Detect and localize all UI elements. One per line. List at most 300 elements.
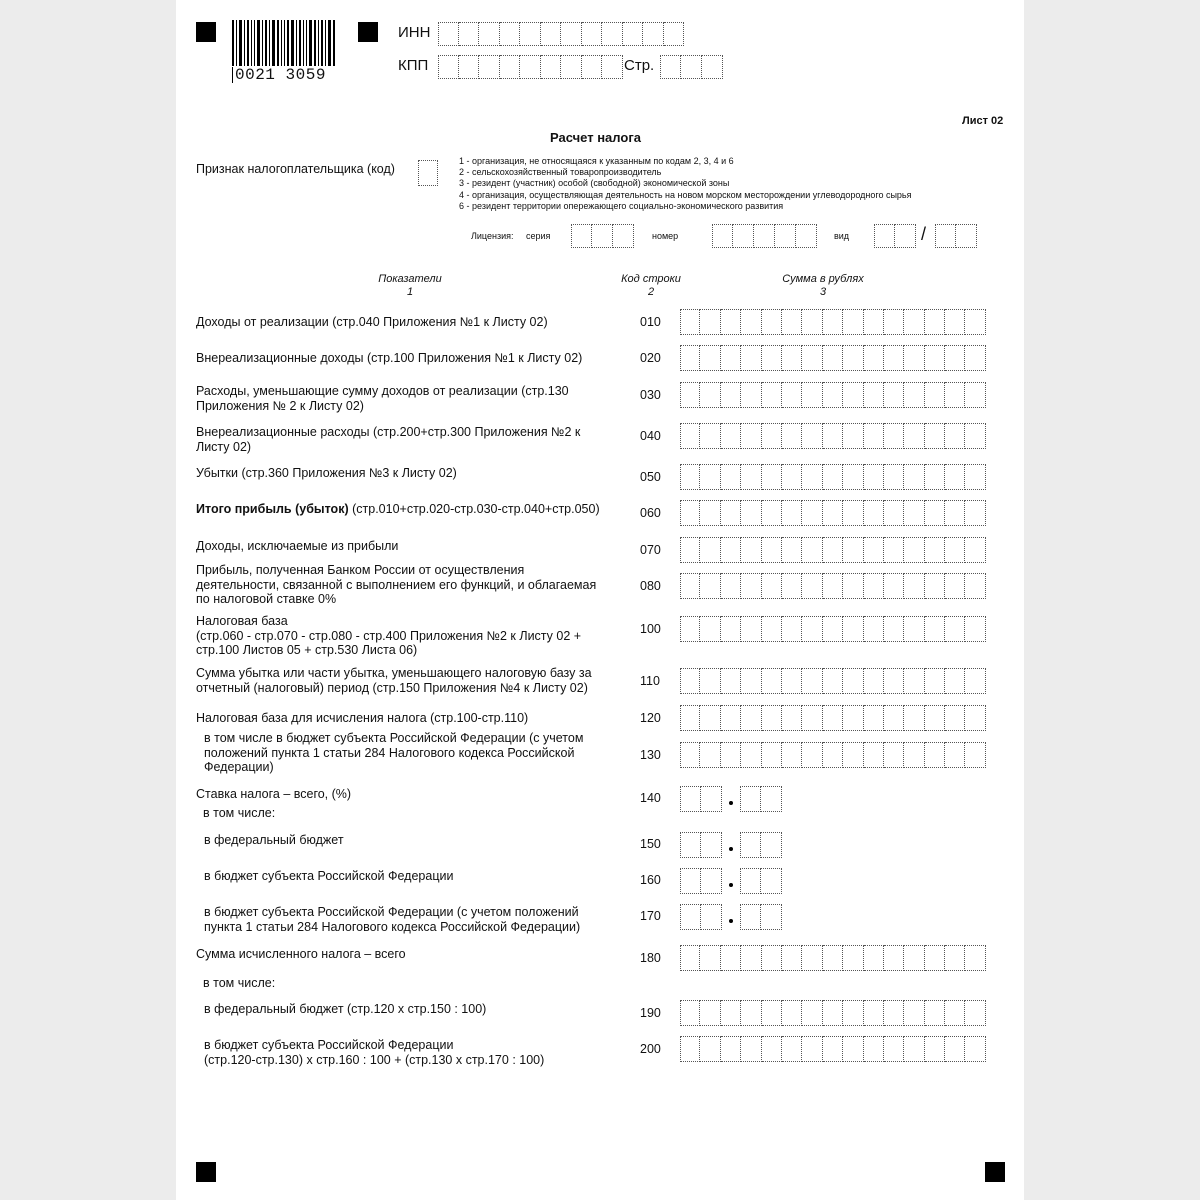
amount-digit-cell[interactable] (802, 500, 822, 526)
amount-digit-cell[interactable] (843, 309, 863, 335)
amount-digit-cell[interactable] (802, 1036, 822, 1062)
amount-digit-cell[interactable] (823, 500, 843, 526)
amount-digit-cell[interactable] (823, 345, 843, 371)
amount-digit-cell[interactable] (762, 423, 782, 449)
row-170-code: 170 (640, 909, 661, 923)
amount-digit-cell[interactable] (741, 423, 761, 449)
amount-digit-cell[interactable] (884, 1036, 904, 1062)
amount-digit-cell[interactable] (782, 742, 802, 768)
amount-digit-cell[interactable] (802, 309, 822, 335)
amount-digit-cell[interactable] (904, 573, 924, 599)
amount-digit-cell[interactable] (700, 537, 720, 563)
inn-field[interactable] (438, 22, 684, 46)
license-number-label: номер (652, 231, 679, 241)
amount-digit-cell[interactable] (945, 945, 965, 971)
amount-digit-cell[interactable] (965, 537, 985, 563)
corner-marker-top-right (358, 22, 378, 42)
amount-digit-cell[interactable] (721, 464, 741, 490)
row-150-label: в федеральный бюджет (204, 833, 344, 847)
amount-digit-cell[interactable] (823, 616, 843, 642)
amount-digit-cell[interactable] (823, 945, 843, 971)
amount-digit-cell[interactable] (965, 345, 985, 371)
amount-digit-cell[interactable] (823, 464, 843, 490)
amount-digit-cell[interactable] (965, 500, 985, 526)
amount-digit-cell[interactable] (925, 945, 945, 971)
amount-digit-cell[interactable] (782, 1036, 802, 1062)
row-100-amount-field[interactable] (680, 616, 986, 642)
amount-digit-cell[interactable] (741, 464, 761, 490)
amount-digit-cell[interactable] (721, 382, 741, 408)
amount-digit-cell[interactable] (864, 537, 884, 563)
taxpayer-code-4: 4 - организация, осуществляющая деятельность на новом морском месторождении углеводородного сырья (459, 190, 912, 200)
row-020-amount-field[interactable] (680, 345, 986, 371)
amount-digit-cell[interactable] (925, 742, 945, 768)
amount-digit-cell[interactable] (680, 382, 700, 408)
amount-digit-cell[interactable] (741, 500, 761, 526)
row-030-amount-field[interactable] (680, 382, 986, 408)
amount-digit-cell[interactable] (904, 537, 924, 563)
amount-digit-cell[interactable] (700, 616, 720, 642)
row-060-amount-field[interactable] (680, 500, 986, 526)
amount-digit-cell[interactable] (680, 1036, 700, 1062)
amount-digit-cell[interactable] (700, 309, 720, 335)
amount-digit-cell[interactable] (904, 705, 924, 731)
row-030-code: 030 (640, 388, 661, 402)
license-type-field-2[interactable] (935, 224, 977, 248)
amount-digit-cell[interactable] (721, 537, 741, 563)
row-170-rate-int-field[interactable] (680, 904, 722, 930)
amount-digit-cell[interactable] (925, 345, 945, 371)
amount-digit-cell[interactable] (762, 500, 782, 526)
row-080-amount-field[interactable] (680, 573, 986, 599)
amount-digit-cell[interactable] (782, 668, 802, 694)
amount-digit-cell[interactable] (864, 464, 884, 490)
amount-digit-cell[interactable] (721, 1036, 741, 1062)
row-160-decimal-point (729, 883, 733, 887)
amount-digit-cell[interactable] (700, 345, 720, 371)
row-120-amount-field[interactable] (680, 705, 986, 731)
amount-digit-cell[interactable] (741, 616, 761, 642)
amount-digit-cell[interactable] (680, 309, 700, 335)
amount-digit-cell[interactable] (782, 537, 802, 563)
amount-digit-cell[interactable] (864, 309, 884, 335)
taxpayer-code-6: 6 - резидент территории опережающего социально-экономического развития (459, 201, 784, 211)
row-180-amount-field[interactable] (680, 945, 986, 971)
row-050-amount-field[interactable] (680, 464, 986, 490)
amount-digit-cell[interactable] (945, 500, 965, 526)
license-label: Лицензия: (471, 231, 514, 241)
amount-digit-cell[interactable] (925, 423, 945, 449)
amount-digit-cell[interactable] (741, 309, 761, 335)
row-130-label: в том числе в бюджет субъекта Российской Федерации (с учетом положений пункта 1 статьи 284 Налогового кодекса Российской Федерации) (204, 731, 584, 774)
amount-digit-cell[interactable] (721, 1000, 741, 1026)
amount-digit-cell[interactable] (802, 345, 822, 371)
amount-digit-cell[interactable] (741, 945, 761, 971)
amount-digit-cell[interactable] (965, 423, 985, 449)
amount-digit-cell[interactable] (843, 616, 863, 642)
amount-digit-cell[interactable] (680, 537, 700, 563)
row-070-label: Доходы, исключаемые из прибыли (196, 539, 399, 553)
amount-digit-cell[interactable] (904, 945, 924, 971)
amount-digit-cell[interactable] (700, 464, 720, 490)
amount-digit-cell[interactable] (762, 668, 782, 694)
amount-digit-cell[interactable] (721, 945, 741, 971)
amount-digit-cell[interactable] (864, 1000, 884, 1026)
kpp-field[interactable] (438, 55, 623, 79)
amount-digit-cell[interactable] (721, 345, 741, 371)
taxpayer-sign-field[interactable] (418, 160, 438, 186)
amount-digit-cell[interactable] (680, 616, 700, 642)
amount-digit-cell[interactable] (864, 742, 884, 768)
amount-digit-cell[interactable] (965, 705, 985, 731)
row-010-code: 010 (640, 315, 661, 329)
page-number-field[interactable] (660, 55, 723, 79)
amount-digit-cell[interactable] (700, 500, 720, 526)
row-180-sublabel: в том числе: (203, 976, 276, 990)
amount-digit-cell[interactable] (904, 345, 924, 371)
row-140-rate-frac-field[interactable] (740, 786, 782, 812)
amount-digit-cell[interactable] (864, 345, 884, 371)
amount-digit-cell[interactable] (782, 1000, 802, 1026)
amount-digit-cell[interactable] (823, 382, 843, 408)
license-series-field[interactable] (571, 224, 634, 248)
amount-digit-cell[interactable] (945, 537, 965, 563)
amount-digit-cell[interactable] (884, 382, 904, 408)
amount-digit-cell[interactable] (802, 537, 822, 563)
column-header-amount: Сумма в рублях 3 (782, 273, 864, 298)
amount-digit-cell[interactable] (802, 464, 822, 490)
amount-digit-cell[interactable] (884, 573, 904, 599)
row-190-amount-field[interactable] (680, 1000, 986, 1026)
amount-digit-cell[interactable] (762, 1036, 782, 1062)
amount-digit-cell[interactable] (864, 382, 884, 408)
page-number-label: Стр. (624, 57, 655, 74)
amount-digit-cell[interactable] (925, 1036, 945, 1062)
amount-digit-cell[interactable] (741, 742, 761, 768)
amount-digit-cell[interactable] (802, 423, 822, 449)
amount-digit-cell[interactable] (700, 742, 720, 768)
amount-digit-cell[interactable] (700, 668, 720, 694)
amount-digit-cell[interactable] (700, 573, 720, 599)
amount-digit-cell[interactable] (925, 382, 945, 408)
row-010-amount-field[interactable] (680, 309, 986, 335)
amount-digit-cell[interactable] (782, 573, 802, 599)
row-020-label: Внереализационные доходы (стр.100 Приложения №1 к Листу 02) (196, 351, 583, 365)
row-100-label: Налоговая база (стр.060 - стр.070 - стр.080 - стр.400 Приложения №2 к Листу 02 + стр.100 Листов 05 + стр.530 Листа 06) (196, 614, 582, 657)
amount-digit-cell[interactable] (945, 616, 965, 642)
row-110-label: Сумма убытка или части убытка, уменьшающего налоговую базу за отчетный (налоговый) период (стр.150 Приложения №4 к Листу 02) (196, 666, 592, 695)
amount-digit-cell[interactable] (782, 309, 802, 335)
amount-digit-cell[interactable] (680, 573, 700, 599)
row-040-amount-field[interactable] (680, 423, 986, 449)
amount-digit-cell[interactable] (945, 573, 965, 599)
row-190-label: в федеральный бюджет (стр.120 х стр.150 : 100) (204, 1002, 487, 1016)
amount-digit-cell[interactable] (884, 537, 904, 563)
amount-digit-cell[interactable] (762, 705, 782, 731)
amount-digit-cell[interactable] (884, 1000, 904, 1026)
amount-digit-cell[interactable] (782, 382, 802, 408)
row-050-code: 050 (640, 470, 661, 484)
amount-digit-cell[interactable] (762, 742, 782, 768)
amount-digit-cell[interactable] (965, 382, 985, 408)
amount-digit-cell[interactable] (721, 668, 741, 694)
amount-digit-cell[interactable] (864, 668, 884, 694)
amount-digit-cell[interactable] (843, 573, 863, 599)
amount-digit-cell[interactable] (741, 668, 761, 694)
row-010-label: Доходы от реализации (стр.040 Приложения №1 к Листу 02) (196, 315, 548, 329)
row-200-label: в бюджет субъекта Российской Федерации (стр.120-стр.130) х стр.160 : 100 + (стр.130 х стр.170 : 100) (204, 1038, 545, 1067)
amount-digit-cell[interactable] (945, 309, 965, 335)
amount-digit-cell[interactable] (762, 573, 782, 599)
amount-digit-cell[interactable] (741, 705, 761, 731)
amount-digit-cell[interactable] (782, 705, 802, 731)
amount-digit-cell[interactable] (700, 705, 720, 731)
amount-digit-cell[interactable] (823, 668, 843, 694)
amount-digit-cell[interactable] (945, 1036, 965, 1062)
amount-digit-cell[interactable] (843, 668, 863, 694)
amount-digit-cell[interactable] (843, 464, 863, 490)
amount-digit-cell[interactable] (965, 945, 985, 971)
amount-digit-cell[interactable] (904, 500, 924, 526)
amount-digit-cell[interactable] (700, 945, 720, 971)
amount-digit-cell[interactable] (904, 423, 924, 449)
column-header-line-code: Код строки 2 (621, 273, 681, 298)
amount-digit-cell[interactable] (884, 616, 904, 642)
amount-digit-cell[interactable] (864, 705, 884, 731)
row-050-label: Убытки (стр.360 Приложения №3 к Листу 02) (196, 466, 457, 480)
amount-digit-cell[interactable] (843, 1036, 863, 1062)
amount-digit-cell[interactable] (782, 423, 802, 449)
amount-digit-cell[interactable] (945, 382, 965, 408)
amount-digit-cell[interactable] (904, 382, 924, 408)
row-070-code: 070 (640, 543, 661, 557)
amount-digit-cell[interactable] (721, 742, 741, 768)
amount-digit-cell[interactable] (741, 1000, 761, 1026)
amount-digit-cell[interactable] (823, 423, 843, 449)
amount-digit-cell[interactable] (762, 616, 782, 642)
amount-digit-cell[interactable] (721, 423, 741, 449)
row-160-rate-int-field[interactable] (680, 868, 722, 894)
amount-digit-cell[interactable] (741, 1036, 761, 1062)
row-180-code: 180 (640, 951, 661, 965)
amount-digit-cell[interactable] (884, 309, 904, 335)
amount-digit-cell[interactable] (884, 345, 904, 371)
amount-digit-cell[interactable] (823, 1000, 843, 1026)
amount-digit-cell[interactable] (965, 309, 985, 335)
amount-digit-cell[interactable] (884, 705, 904, 731)
amount-digit-cell[interactable] (782, 616, 802, 642)
amount-digit-cell[interactable] (741, 382, 761, 408)
amount-digit-cell[interactable] (843, 423, 863, 449)
row-110-amount-field[interactable] (680, 668, 986, 694)
amount-digit-cell[interactable] (864, 616, 884, 642)
form-title: Расчет налога (550, 130, 641, 145)
amount-digit-cell[interactable] (945, 668, 965, 694)
inn-label: ИНН (398, 24, 431, 41)
amount-digit-cell[interactable] (864, 500, 884, 526)
amount-digit-cell[interactable] (802, 382, 822, 408)
amount-digit-cell[interactable] (965, 1000, 985, 1026)
amount-digit-cell[interactable] (782, 464, 802, 490)
amount-digit-cell[interactable] (680, 500, 700, 526)
amount-digit-cell[interactable] (721, 500, 741, 526)
amount-digit-cell[interactable] (802, 616, 822, 642)
row-200-amount-field[interactable] (680, 1036, 986, 1062)
row-140-decimal-point (729, 801, 733, 805)
amount-digit-cell[interactable] (802, 705, 822, 731)
row-100-code: 100 (640, 622, 661, 636)
row-130-amount-field[interactable] (680, 742, 986, 768)
amount-digit-cell[interactable] (904, 742, 924, 768)
amount-digit-cell[interactable] (843, 742, 863, 768)
amount-digit-cell[interactable] (721, 616, 741, 642)
amount-digit-cell[interactable] (904, 616, 924, 642)
license-number-field[interactable] (712, 224, 817, 248)
amount-digit-cell[interactable] (721, 705, 741, 731)
amount-digit-cell[interactable] (843, 1000, 863, 1026)
amount-digit-cell[interactable] (823, 309, 843, 335)
barcode-bars (232, 20, 340, 66)
taxpayer-code-1: 1 - организация, не относящаяся к указанным по кодам 2, 3, 4 и 6 (459, 156, 734, 166)
amount-digit-cell[interactable] (965, 742, 985, 768)
license-series-label: серия (526, 231, 551, 241)
row-140-sublabel: в том числе: (203, 806, 276, 820)
amount-digit-cell[interactable] (802, 668, 822, 694)
row-080-code: 080 (640, 579, 661, 593)
amount-digit-cell[interactable] (945, 464, 965, 490)
row-140-rate-int-field[interactable] (680, 786, 722, 812)
amount-digit-cell[interactable] (925, 464, 945, 490)
amount-digit-cell[interactable] (823, 1036, 843, 1062)
amount-digit-cell[interactable] (680, 705, 700, 731)
amount-digit-cell[interactable] (884, 742, 904, 768)
amount-digit-cell[interactable] (864, 945, 884, 971)
amount-digit-cell[interactable] (904, 668, 924, 694)
amount-digit-cell[interactable] (904, 1000, 924, 1026)
amount-digit-cell[interactable] (925, 1000, 945, 1026)
row-170-label: в бюджет субъекта Российской Федерации (с учетом положений пункта 1 статьи 284 Налогового кодекса Российской Федерации) (204, 905, 581, 934)
amount-digit-cell[interactable] (925, 500, 945, 526)
row-140-label: Ставка налога – всего, (%) (196, 787, 352, 801)
amount-digit-cell[interactable] (741, 573, 761, 599)
amount-digit-cell[interactable] (741, 345, 761, 371)
amount-digit-cell[interactable] (823, 742, 843, 768)
amount-digit-cell[interactable] (884, 464, 904, 490)
amount-digit-cell[interactable] (762, 1000, 782, 1026)
barcode (232, 20, 340, 84)
amount-digit-cell[interactable] (762, 537, 782, 563)
amount-digit-cell[interactable] (925, 537, 945, 563)
amount-digit-cell[interactable] (864, 423, 884, 449)
amount-digit-cell[interactable] (945, 1000, 965, 1026)
amount-digit-cell[interactable] (680, 668, 700, 694)
amount-digit-cell[interactable] (823, 537, 843, 563)
row-160-rate-frac-field[interactable] (740, 868, 782, 894)
amount-digit-cell[interactable] (843, 382, 863, 408)
amount-digit-cell[interactable] (864, 1036, 884, 1062)
amount-digit-cell[interactable] (680, 464, 700, 490)
amount-digit-cell[interactable] (925, 573, 945, 599)
amount-digit-cell[interactable] (802, 573, 822, 599)
amount-digit-cell[interactable] (823, 705, 843, 731)
amount-digit-cell[interactable] (925, 616, 945, 642)
amount-digit-cell[interactable] (741, 537, 761, 563)
amount-digit-cell[interactable] (802, 945, 822, 971)
amount-digit-cell[interactable] (802, 742, 822, 768)
amount-digit-cell[interactable] (925, 668, 945, 694)
amount-digit-cell[interactable] (843, 705, 863, 731)
amount-digit-cell[interactable] (843, 537, 863, 563)
amount-digit-cell[interactable] (965, 464, 985, 490)
row-180-label: Сумма исчисленного налога – всего (196, 947, 406, 961)
amount-digit-cell[interactable] (782, 345, 802, 371)
amount-digit-cell[interactable] (823, 573, 843, 599)
amount-digit-cell[interactable] (945, 705, 965, 731)
row-120-code: 120 (640, 711, 661, 725)
amount-digit-cell[interactable] (884, 423, 904, 449)
row-060-label: Итого прибыль (убыток) (стр.010+стр.020-стр.030-стр.040+стр.050) (196, 502, 600, 516)
amount-digit-cell[interactable] (680, 345, 700, 371)
amount-digit-cell[interactable] (680, 945, 700, 971)
amount-digit-cell[interactable] (945, 423, 965, 449)
amount-digit-cell[interactable] (965, 1036, 985, 1062)
amount-digit-cell[interactable] (965, 668, 985, 694)
amount-digit-cell[interactable] (884, 668, 904, 694)
barcode-number: 0021 3059 (232, 67, 340, 83)
amount-digit-cell[interactable] (864, 573, 884, 599)
row-200-code: 200 (640, 1042, 661, 1056)
amount-digit-cell[interactable] (762, 945, 782, 971)
amount-digit-cell[interactable] (843, 500, 863, 526)
amount-digit-cell[interactable] (782, 945, 802, 971)
amount-digit-cell[interactable] (700, 1036, 720, 1062)
row-150-rate-frac-field[interactable] (740, 832, 782, 858)
amount-digit-cell[interactable] (762, 382, 782, 408)
amount-digit-cell[interactable] (925, 309, 945, 335)
amount-digit-cell[interactable] (782, 500, 802, 526)
amount-digit-cell[interactable] (721, 309, 741, 335)
amount-digit-cell[interactable] (965, 573, 985, 599)
amount-digit-cell[interactable] (680, 1000, 700, 1026)
amount-digit-cell[interactable] (762, 309, 782, 335)
amount-digit-cell[interactable] (884, 500, 904, 526)
amount-digit-cell[interactable] (762, 464, 782, 490)
amount-digit-cell[interactable] (904, 1036, 924, 1062)
amount-digit-cell[interactable] (945, 742, 965, 768)
amount-digit-cell[interactable] (721, 573, 741, 599)
license-type-field-1[interactable] (874, 224, 916, 248)
amount-digit-cell[interactable] (700, 423, 720, 449)
amount-digit-cell[interactable] (904, 309, 924, 335)
amount-digit-cell[interactable] (700, 382, 720, 408)
row-170-rate-frac-field[interactable] (740, 904, 782, 930)
amount-digit-cell[interactable] (802, 1000, 822, 1026)
row-070-amount-field[interactable] (680, 537, 986, 563)
amount-digit-cell[interactable] (965, 616, 985, 642)
row-150-rate-int-field[interactable] (680, 832, 722, 858)
amount-digit-cell[interactable] (904, 464, 924, 490)
amount-digit-cell[interactable] (680, 742, 700, 768)
amount-digit-cell[interactable] (700, 1000, 720, 1026)
amount-digit-cell[interactable] (925, 705, 945, 731)
amount-digit-cell[interactable] (884, 945, 904, 971)
amount-digit-cell[interactable] (762, 345, 782, 371)
amount-digit-cell[interactable] (843, 945, 863, 971)
taxpayer-code-3: 3 - резидент (участник) особой (свободной) экономической зоны (459, 178, 730, 188)
amount-digit-cell[interactable] (945, 345, 965, 371)
amount-digit-cell[interactable] (843, 345, 863, 371)
amount-digit-cell[interactable] (680, 423, 700, 449)
